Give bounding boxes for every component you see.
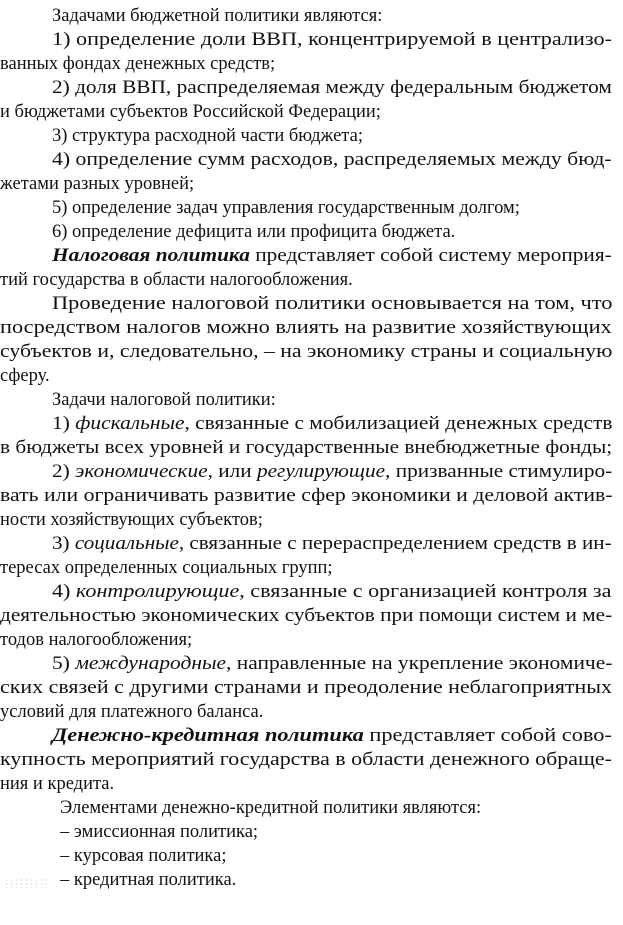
text-segment: и бюджетами субъектов Российской Федерации; (0, 102, 381, 122)
text-line (0, 268, 353, 292)
text-segment: посредством налогов можно влиять на развитие хозяйствующих (0, 318, 612, 338)
emphasis-term: международные (75, 654, 227, 674)
text-segment: сферу. (0, 366, 50, 386)
text-line (0, 604, 612, 628)
text-segment: представляет собой сово- (363, 726, 612, 746)
text-segment: 5) определение задач управления государственным долгом; (52, 198, 520, 218)
text-segment: деятельностью экономических субъектов при помощи систем и ме- (0, 606, 613, 626)
text-segment: 3) (52, 534, 75, 554)
emphasis-term: социальные (74, 534, 179, 554)
text-line (0, 316, 612, 340)
text-line (52, 220, 455, 244)
text-line (0, 628, 192, 652)
text-segment: Элементами денежно-кредитной политики являются: (60, 798, 482, 818)
emphasis-term: экономические (75, 462, 208, 482)
text-line (0, 676, 612, 700)
text-line (52, 460, 612, 484)
text-line (0, 340, 612, 364)
text-line (52, 652, 612, 676)
text-line (0, 52, 275, 76)
text-segment: Задачами бюджетной политики являются: (52, 6, 383, 26)
text-segment: , призванные стимулиро- (385, 462, 613, 482)
text-line (0, 364, 50, 388)
term-heading: Денежно-кредитная политика (52, 726, 364, 746)
text-line (52, 124, 363, 148)
text-line (52, 388, 276, 412)
text-line (0, 772, 114, 796)
text-line (52, 28, 612, 52)
text-segment: ния и кредита. (0, 774, 115, 794)
emphasis-term: контролирующие (75, 582, 240, 602)
text-segment: , связанные с перераспределением средств в ин- (178, 534, 612, 554)
text-segment: субъектов и, следовательно, – на экономику страны и социальную (0, 342, 613, 362)
text-line (60, 844, 226, 868)
text-segment: ванных фондах денежных средств; (0, 54, 276, 74)
text-line (0, 100, 381, 124)
text-segment: – эмиссионная политика; (60, 822, 259, 842)
text-line (52, 244, 612, 268)
text-segment: условий для платежного баланса. (0, 702, 264, 722)
text-line (52, 196, 520, 220)
text-segment: ских связей с другими странами и преодоление неблагоприятных (0, 678, 612, 698)
text-line (52, 580, 611, 604)
text-line (0, 700, 263, 724)
emphasis-term: фискальные (75, 414, 185, 434)
text-line (0, 436, 612, 460)
text-segment: представляет собой систему мероприя- (249, 246, 612, 266)
text-line (0, 508, 263, 532)
text-segment: купность мероприятий государства в области денежного обраще- (0, 750, 612, 770)
text-line (52, 724, 612, 748)
text-segment: тодов налогообложения; (0, 630, 193, 650)
text-segment: 2) (52, 462, 76, 482)
text-line (60, 820, 258, 844)
scan-speckle (4, 878, 48, 888)
text-segment: , связанные с мобилизацией денежных средств (184, 414, 613, 434)
text-line (52, 532, 612, 556)
text-segment: Задачи налоговой политики: (52, 390, 276, 410)
text-segment: вать или ограничивать развитие сфер экономики и деловой актив- (0, 486, 613, 506)
text-segment: – курсовая политика; (60, 846, 227, 866)
emphasis-term: регулирующие (256, 462, 386, 482)
text-line (60, 796, 481, 820)
text-line (0, 556, 333, 580)
text-segment: ности хозяйствующих субъектов; (0, 510, 263, 530)
text-segment: 5) (52, 654, 76, 674)
text-segment: 1) (52, 414, 76, 434)
text-line (52, 4, 382, 28)
text-segment: Проведение налоговой политики основывается на том, что (52, 294, 613, 314)
text-segment: тересах определенных социальных групп; (0, 558, 333, 578)
text-line (0, 484, 613, 508)
text-segment: 6) определение дефицита или профицита бюджета. (52, 222, 456, 242)
text-line (52, 148, 612, 172)
text-segment: 1) определение доли ВВП, концентрируемой в централизо- (52, 30, 612, 50)
text-segment: 4) (52, 582, 76, 602)
text-line (52, 292, 612, 316)
text-segment: , или (207, 462, 257, 482)
text-segment: , направленные на укрепление экономиче- (226, 654, 613, 674)
term-heading: Налоговая политика (52, 246, 250, 266)
text-line (52, 76, 612, 100)
text-line (0, 172, 194, 196)
text-segment: , связанные с организацией контроля за (239, 582, 612, 602)
text-segment: тий государства в области налогообложения. (0, 270, 353, 290)
text-segment: в бюджеты всех уровней и государственные внебюджетные фонды; (0, 438, 613, 458)
text-line (52, 412, 612, 436)
text-segment: 2) доля ВВП, распределяемая между федеральным бюджетом (52, 78, 612, 98)
text-segment: – кредитная политика. (60, 870, 237, 890)
text-segment: 4) определение сумм расходов, распределяемых между бюд- (52, 150, 612, 170)
text-segment: жетами разных уровней; (0, 174, 195, 194)
text-line (60, 868, 236, 892)
text-line (0, 748, 612, 772)
text-segment: 3) структура расходной части бюджета; (52, 126, 363, 146)
